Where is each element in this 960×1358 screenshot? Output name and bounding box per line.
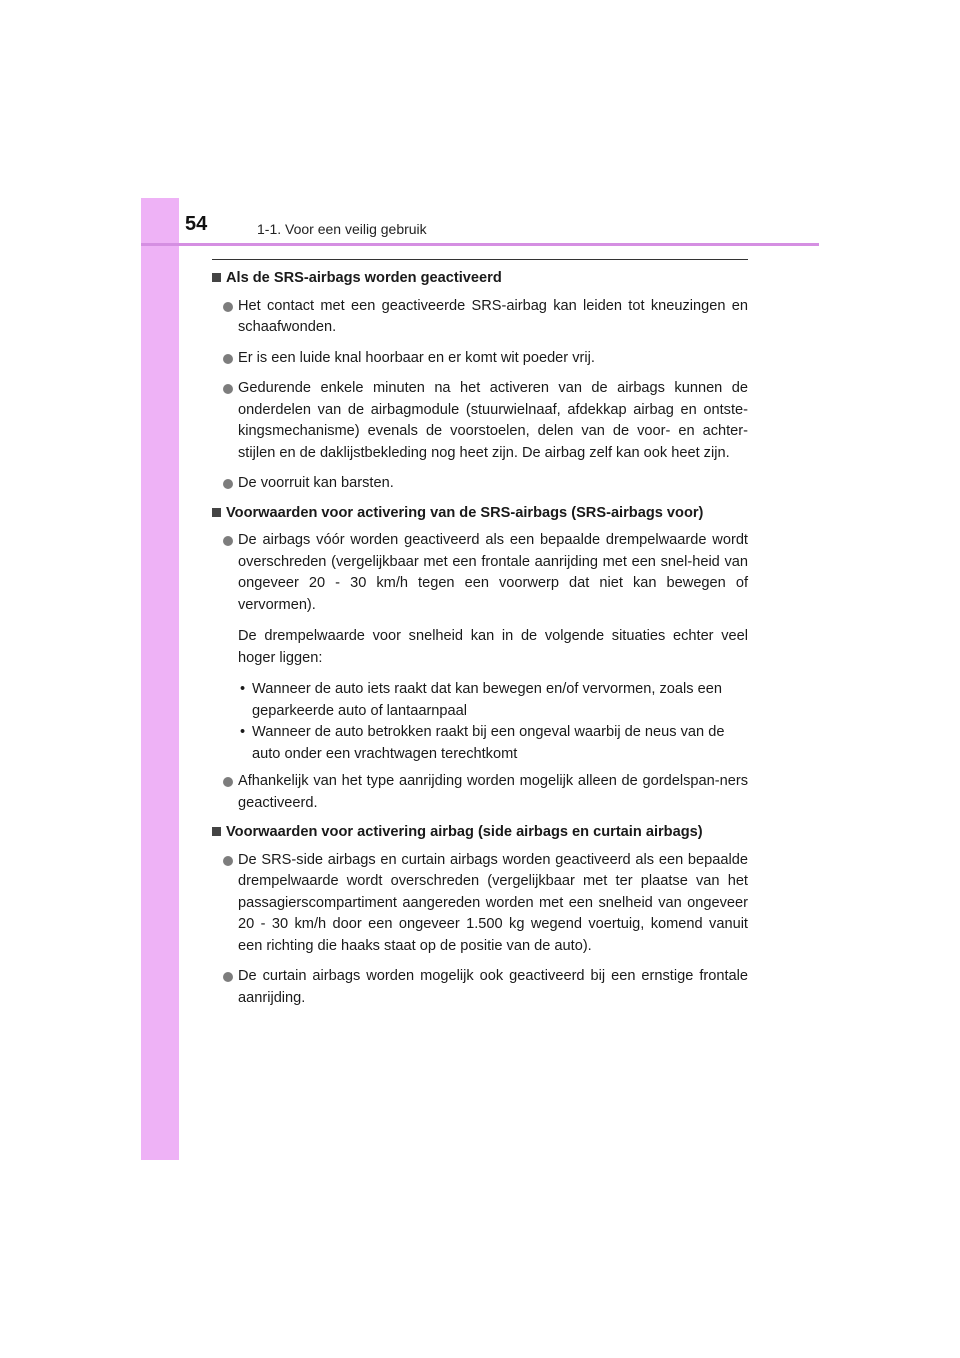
sub-list-item: • Wanneer de auto iets raakt dat kan bewegen en/of vervormen, zoals een geparkeerde auto of lantaarnpaal (240, 681, 722, 719)
sub-bullet: • (240, 724, 246, 740)
list-item: De SRS-side airbags en curtain airbags worden geactiveerd als een bepaalde drempelwaarde wordt overschreden (vergelijkbaar met ter plaatse van het passagierscompartiment aangereden worden met een snelheid van ongeveer 20 - 30 km/h door een ongeveer 1.500 kg wegend voertuig, komend vanuit een richting die haaks staat op de positie van de auto). (212, 850, 748, 958)
sub-bullet: • (240, 681, 246, 697)
page-content (212, 268, 748, 1009)
circle-bullet-icon (223, 972, 233, 982)
sub-list-item: • Wanneer de auto betrokken raakt bij een ongeval waarbij de neus van de auto onder een vrachtwagen terechtkomt (240, 724, 725, 762)
circle-bullet-icon (223, 354, 233, 364)
circle-bullet-icon (223, 302, 233, 312)
list-item: Het contact met een geactiveerde SRS-airbag kan leiden tot kneuzingen en schaafwonden. (212, 296, 748, 339)
circle-bullet-icon (223, 856, 233, 866)
section-heading: Voorwaarden voor activering airbag (side airbags en curtain airbags) (212, 822, 748, 844)
note-paragraph: De drempelwaarde voor snelheid kan in de volgende situaties echter veel hoger liggen: (238, 628, 748, 666)
list-item: De curtain airbags worden mogelijk ook geactiveerd bij een ernstige frontale aanrijding. (212, 966, 748, 1009)
section-heading: Voorwaarden voor activering van de SRS-airbags (SRS-airbags voor) (212, 503, 748, 525)
circle-bullet-icon (223, 384, 233, 394)
list-item: Gedurende enkele minuten na het activeren van de airbags kunnen de onderdelen van de airbagmodule (stuurwielnaaf, afdekkap airbag en ontste-kingsmechanisme) evenals de voorstoelen, delen van de voor- en achter-stijlen en de daklijstbekleding nog heet zijn. De airbag zelf kan ook heet zijn. (212, 378, 748, 464)
list-item: Er is een luide knal hoorbaar en er komt wit poeder vrij. (212, 348, 748, 370)
list-item: Afhankelijk van het type aanrijding worden mogelijk alleen de gordelspan-ners geactiveerd. (212, 771, 748, 814)
section-rule (212, 259, 748, 260)
list-item: De airbags vóór worden geactiveerd als een bepaalde drempelwaarde wordt overschreden (vergelijkbaar met een frontale aanrijding met een snel-heid van ongeveer 20 - 30 km/h tegen een voorwerp dat niet kan bewegen of vervormen). (212, 530, 748, 616)
list-item: De voorruit kan barsten. (212, 473, 748, 495)
header-line (141, 243, 819, 246)
chapter-title: 1-1. Voor een veilig gebruik (257, 221, 427, 237)
square-bullet-icon (212, 273, 221, 282)
circle-bullet-icon (223, 777, 233, 787)
square-bullet-icon (212, 827, 221, 836)
page-number: 54 (185, 213, 208, 235)
circle-bullet-icon (223, 536, 233, 546)
sub-list (212, 679, 748, 765)
circle-bullet-icon (223, 479, 233, 489)
square-bullet-icon (212, 508, 221, 517)
side-tab-bar (141, 198, 179, 1160)
section-heading: Als de SRS-airbags worden geactiveerd (212, 268, 748, 290)
